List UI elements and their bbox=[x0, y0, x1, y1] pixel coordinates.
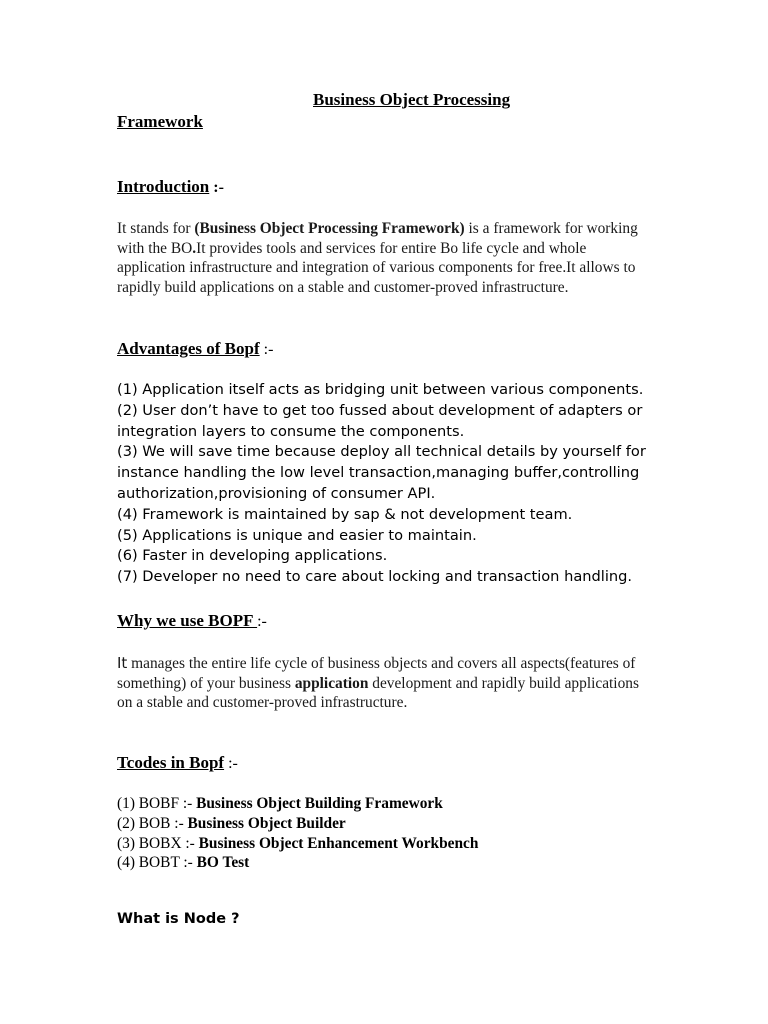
list-item bbox=[117, 853, 478, 873]
intro-prefix: It stands for bbox=[117, 220, 195, 237]
tcodes-list bbox=[117, 794, 478, 873]
node-question: What is Node ? bbox=[117, 911, 240, 927]
list-item bbox=[117, 834, 478, 854]
intro-middle: is a framework for working with the BO bbox=[117, 220, 638, 257]
list-item: (6) Faster in developing applications. bbox=[117, 547, 388, 565]
tcode-code: (1) BOBF :- bbox=[117, 795, 197, 812]
why-lead: It bbox=[117, 654, 128, 672]
introduction-heading bbox=[117, 177, 224, 197]
advantages-heading-suffix: :- bbox=[259, 341, 274, 358]
why-text1: manages the entire life cycle of business objects and covers all aspects(features of something) of your business bbox=[117, 655, 636, 692]
tcode-name: Business Object Building Framework bbox=[196, 795, 443, 812]
why-heading bbox=[117, 611, 267, 631]
advantages-heading bbox=[117, 339, 273, 359]
tcode-code: (2) BOB :- bbox=[117, 814, 188, 832]
why-heading-text: Why we use BOPF bbox=[117, 611, 258, 630]
list-item: (5) Applications is unique and easier to maintain. bbox=[117, 526, 477, 544]
list-item: (4) Framework is maintained by sap & not development team. bbox=[117, 505, 573, 523]
why-heading-suffix: :- bbox=[257, 613, 267, 630]
tcode-code: (4) BOBT :- bbox=[117, 854, 197, 872]
document-title-line1: Business Object Processing bbox=[313, 90, 511, 109]
intro-bold: (Business Object Processing Framework) bbox=[194, 220, 465, 237]
advantages-heading-text: Advantages of Bopf bbox=[117, 339, 260, 358]
tcode-code: (3) BOBX :- bbox=[117, 834, 199, 852]
introduction-heading-suffix: :- bbox=[209, 179, 224, 196]
list-item: (3) We will save time because deploy all technical details by yourself for instance handling the low level transaction,managing buffer,controlling authorization,provisioning of consumer API. bbox=[117, 443, 646, 502]
tcodes-heading bbox=[117, 753, 238, 773]
list-item bbox=[117, 794, 478, 814]
list-item: (1) Application itself acts as bridging unit between various components. bbox=[117, 381, 644, 398]
tcode-name: BO Test bbox=[196, 854, 250, 872]
tcodes-heading-suffix: :- bbox=[224, 755, 238, 772]
introduction-heading-text: Introduction bbox=[117, 177, 210, 196]
tcodes-heading-text: Tcodes in Bopf bbox=[117, 753, 225, 772]
introduction-paragraph bbox=[117, 219, 657, 297]
advantages-list bbox=[117, 380, 677, 588]
intro-rest: It provides tools and services for entire Bo life cycle and whole application infrastructure and integration of various components for free.It allows to rapidly build applications on a stable and customer-proved infrastructure. bbox=[117, 239, 636, 296]
document-title-line2: Framework bbox=[117, 112, 203, 131]
list-item: (7) Developer no need to care about locking and transaction handling. bbox=[117, 568, 633, 586]
tcode-name: Business Object Enhancement Workbench bbox=[198, 834, 479, 852]
why-bold: application bbox=[294, 674, 369, 692]
why-paragraph bbox=[117, 654, 657, 713]
why-text2: development and rapidly build applications on a stable and customer-proved infrastructure. bbox=[117, 674, 639, 712]
list-item bbox=[117, 814, 478, 834]
list-item: (2) User don’t have to get too fussed about development of adapters or integration layers to consume the components. bbox=[117, 401, 643, 440]
tcode-name: Business Object Builder bbox=[187, 814, 346, 832]
intro-dot: . bbox=[192, 239, 197, 257]
